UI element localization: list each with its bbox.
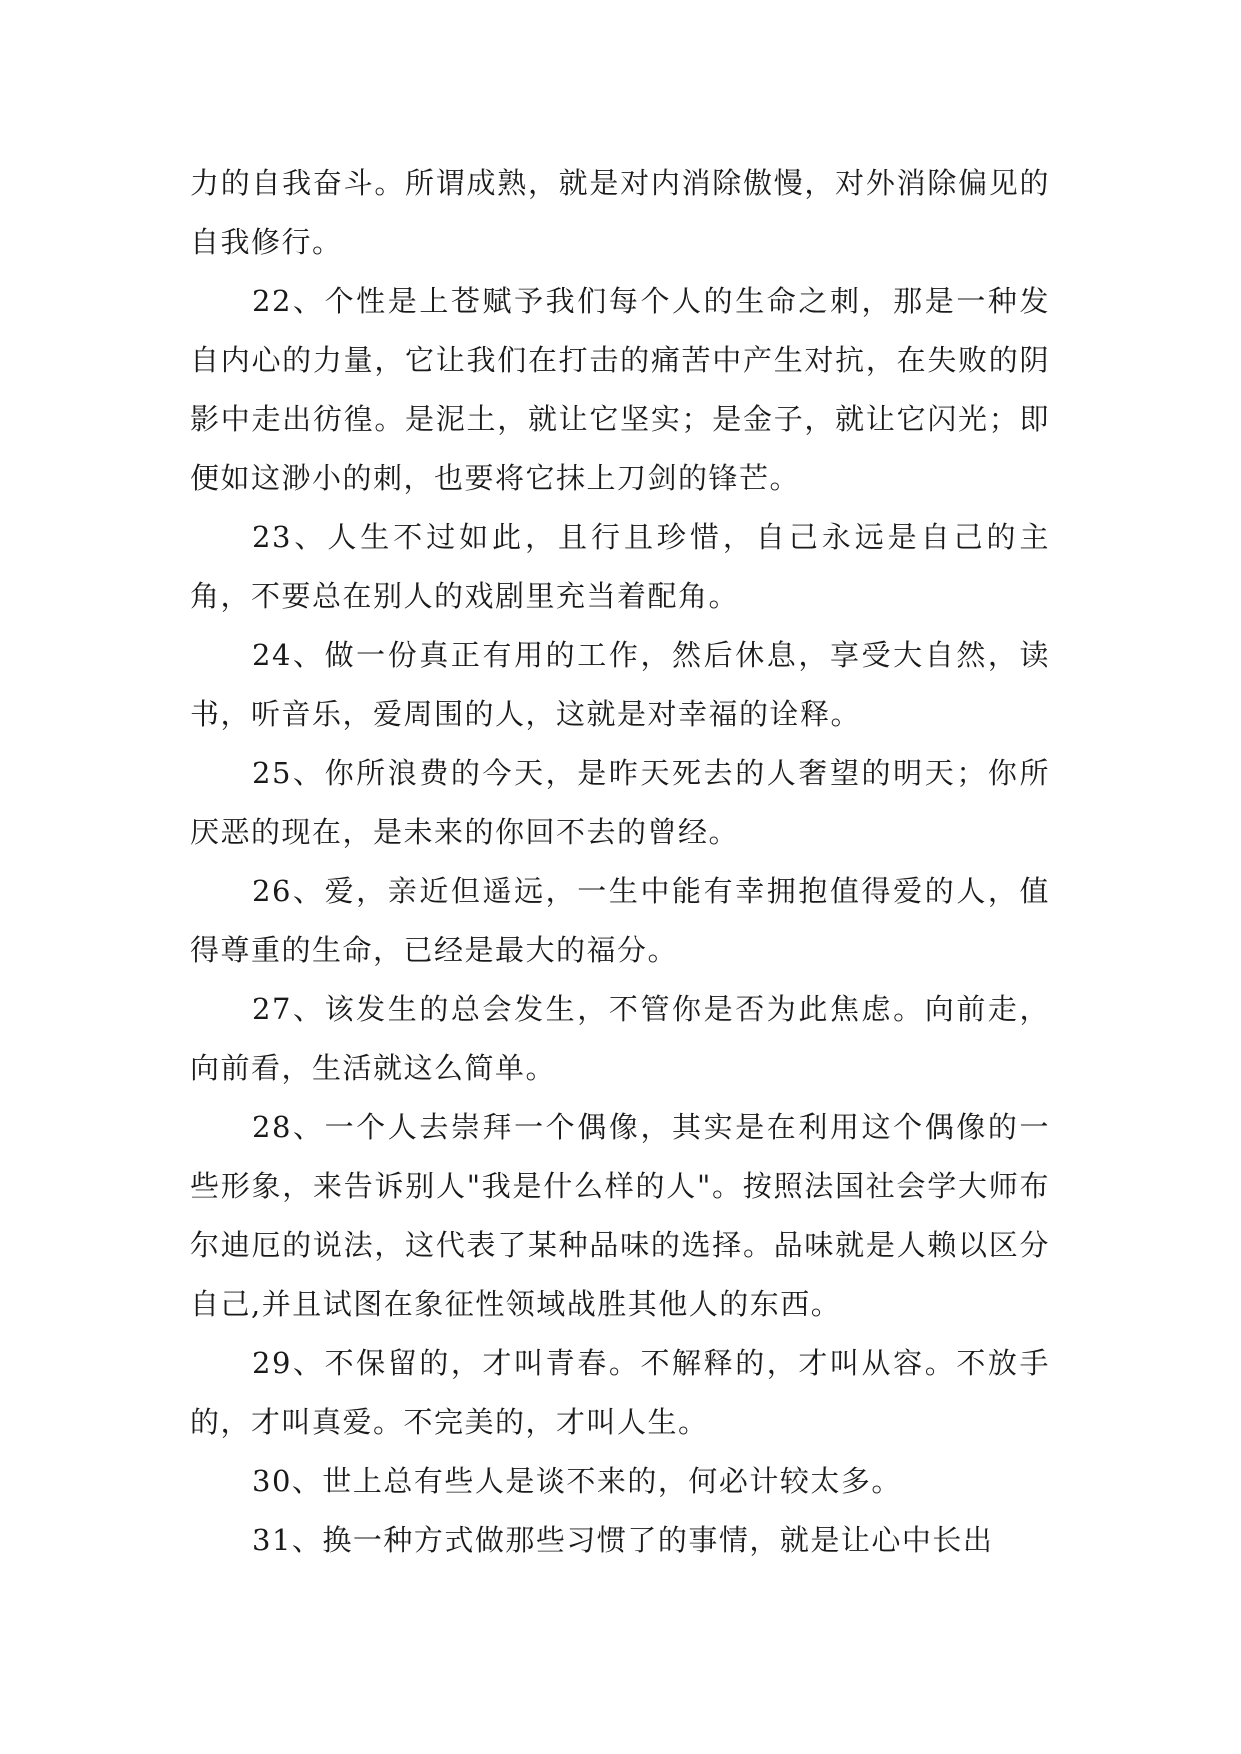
paragraph-27: 27、该发生的总会发生，不管你是否为此焦虑。向前走，向前看，生活就这么简单。 — [190, 992, 1050, 1085]
paragraph-29: 29、不保留的，才叫青春。不解释的，才叫从容。不放手的，才叫真爱。不完美的，才叫人生。 — [190, 1346, 1050, 1439]
paragraph-22: 22、个性是上苍赋予我们每个人的生命之刺，那是一种发自内心的力量，它让我们在打击的痛苦中产生对抗，在失败的阴影中走出彷徨。是泥土，就让它坚实；是金子，就让它闪光；即便如这渺小的刺，也要将它抹上刀剑的锋芒。 — [190, 284, 1050, 495]
paragraph-31: 31、换一种方式做那些习惯了的事情，就是让心中长出 — [252, 1523, 994, 1557]
paragraph-continuation: 力的自我奋斗。所谓成熟，就是对内消除傲慢，对外消除偏见的自我修行。 — [190, 166, 1050, 259]
paragraph-24: 24、做一份真正有用的工作，然后休息，享受大自然，读书，听音乐，爱周围的人，这就是对幸福的诠释。 — [190, 638, 1050, 731]
paragraph-26: 26、爱，亲近但遥远，一生中能有幸拥抱值得爱的人，值得尊重的生命，已经是最大的福分。 — [190, 874, 1050, 967]
paragraph-23: 23、人生不过如此，且行且珍惜，自己永远是自己的主角，不要总在别人的戏剧里充当着配角。 — [190, 520, 1050, 613]
document-body — [190, 154, 1050, 1570]
paragraph-25: 25、你所浪费的今天，是昨天死去的人奢望的明天；你所厌恶的现在，是未来的你回不去的曾经。 — [190, 756, 1050, 849]
paragraph-30: 30、世上总有些人是谈不来的，何必计较太多。 — [252, 1464, 902, 1498]
paragraph-28: 28、一个人去崇拜一个偶像，其实是在利用这个偶像的一些形象，来告诉别人"我是什么样的人"。按照法国社会学大师布尔迪厄的说法，这代表了某种品味的选择。品味就是人赖以区分自己,并且试图在象征性领域战胜其他人的东西。 — [190, 1110, 1050, 1321]
